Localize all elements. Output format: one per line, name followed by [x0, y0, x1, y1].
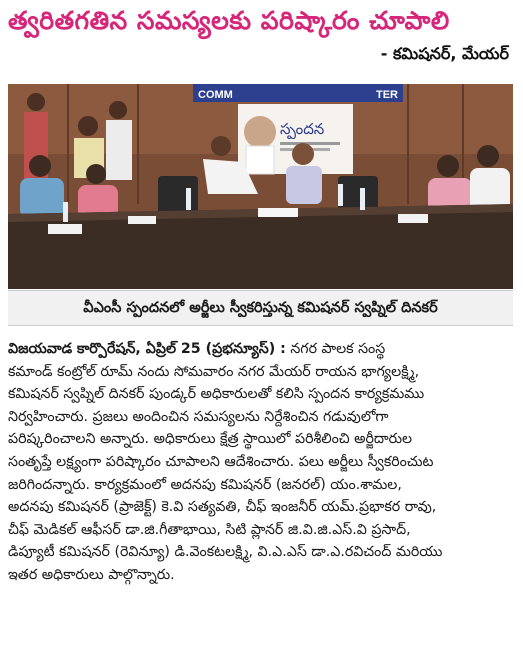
banner-text-right: TER	[376, 89, 398, 101]
subheadline: - కమిషనర్, మేయర్	[380, 44, 509, 63]
board-title: స్పందన	[280, 120, 325, 138]
article-text: నగర పాలక సంస్థ కమాండ్ కంట్రోల్ రూమ్ నందు సోమవారం నగర మేయర్ రాయన భాగ్యలక్ష్మి, కమిషనర్ స్వప్నిల్ దినకర్ పుండ్కర్ అధికారులతో కలిసి స్పందన కార్యక్రమము నిర్వహించారు. ప్రజలు అందించిన సమస్యలను నిర్దేశించిన గడువులోగా పరిష్కరించాలని అన్నారు. అధికారులు క్షేత్ర స్థాయిలో పరిశీలించి అర్జీదారుల సంతృప్తే లక్ష్యంగా పరిష్కారం చూపాలని ఆదేశించారు. పలు అర్జీలు స్వీకరించుట జరిగిందన్నారు. కార్యక్రమంలో అదనపు కమిషనర్ (జనరల్) యం.శామల, అదనపు కమిషనర్ (ప్రాజెక్ట్) కె.వి సత్యవతి, చీఫ్ ఇంజనీర్ యమ్.ప్రభాకర రావు, చీఫ్ మెడికల్ ఆఫీసర్ డా.జి.గీతాభాయి, సిటి ప్లానర్ జి.వి.జి.ఎస్.వి ప్రసాద్, డిప్యూటీ కమిషనర్ (రెవిన్యూ) డి.వెంకటలక్ష్మి, వి.ఎ.ఎస్ డా.ఎ.రవిచంద్ మరియు ఇతర అధికారులు పాల్గొన్నారు.	[8, 341, 443, 583]
photo-caption: వీఎంసీ స్పందనలో అర్జీలు స్వీకరిస్తున్న కమిషనర్ స్వప్నిల్ దినకర్	[8, 290, 513, 326]
article-dateline: విజయవాడ కార్పొరేషన్, ఏప్రిల్ 25 (ప్రభన్యూస్) :	[8, 341, 286, 357]
headline: త్వరితగతిన సమస్యలకు పరిష్కారం చూపాలి	[8, 6, 450, 35]
article-body	[8, 338, 515, 587]
banner-text-left: COMM	[198, 89, 233, 101]
meeting-photo-illustration	[8, 84, 513, 289]
news-photo	[8, 84, 513, 289]
